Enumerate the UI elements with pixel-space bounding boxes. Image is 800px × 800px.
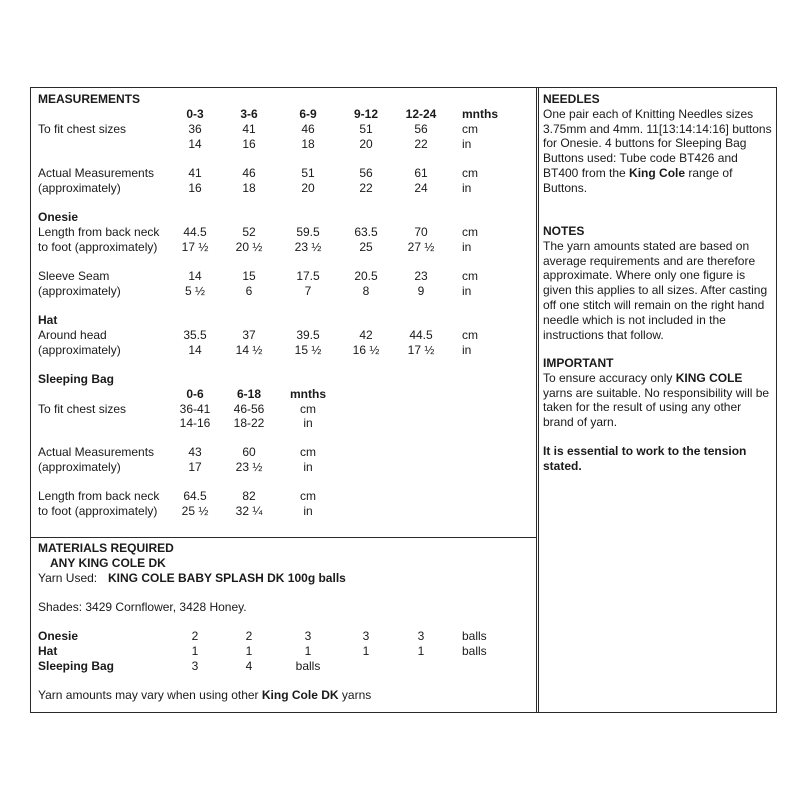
materials-row-label: Onesie xyxy=(38,629,79,643)
important-heading: IMPORTANT xyxy=(543,356,614,370)
materials-row-value: 1 xyxy=(362,644,370,658)
measurement-row-value: 14 xyxy=(188,137,202,151)
materials-row-value: 1 xyxy=(417,644,425,658)
materials-row-unit: balls xyxy=(462,644,487,658)
materials-row-value: 2 xyxy=(191,629,199,643)
measurement-row-label: (approximately) xyxy=(38,181,121,195)
sleeping-bag-row-value: 25 ½ xyxy=(181,504,209,518)
hat-row-unit: cm xyxy=(462,328,478,342)
important-text: To ensure accuracy only KING COLE yarns are suitable. No responsibility will be taken for the result of using any other brand of yarn. xyxy=(543,370,770,430)
onesie-row-value: 7 xyxy=(304,284,312,298)
hat-row-value: 14 xyxy=(188,343,202,357)
hat-row-label: (approximately) xyxy=(38,343,121,357)
size-header: 12-24 xyxy=(405,107,437,121)
hat-row-label: Around head xyxy=(38,328,107,342)
measurement-row-unit: in xyxy=(462,181,472,195)
measurement-row-value: 18 xyxy=(242,181,256,195)
onesie-row-value: 44.5 xyxy=(183,225,207,239)
sleeping-bag-row-value: 82 xyxy=(242,489,256,503)
sleeping-bag-row-unit: cm xyxy=(300,489,316,503)
onesie-row-label: to foot (approximately) xyxy=(38,240,158,254)
materials-row-value: 3 xyxy=(417,629,425,643)
hat-row-value: 35.5 xyxy=(183,328,207,342)
materials-heading: MATERIALS REQUIRED xyxy=(38,541,174,555)
onesie-row-label: Length from back neck xyxy=(38,225,160,239)
measurement-row-value: 46 xyxy=(301,122,315,136)
sleeping-bag-row-label: Actual Measurements xyxy=(38,445,155,459)
hat-heading: Hat xyxy=(38,313,58,327)
hat-row-value: 16 ½ xyxy=(352,343,380,357)
sleeping-bag-row-value: 17 xyxy=(188,460,202,474)
hat-row-value: 37 xyxy=(242,328,256,342)
notes-section xyxy=(543,224,773,342)
important-section xyxy=(543,356,773,474)
sleeping-bag-row-value: 32 ¼ xyxy=(235,504,263,518)
onesie-row-value: 59.5 xyxy=(296,225,320,239)
size-header: 3-6 xyxy=(240,107,258,121)
measurement-row-unit: cm xyxy=(462,166,478,180)
buttons-text: Buttons used: Tube code BT426 and BT400 from the King Cole range of Buttons. xyxy=(543,151,738,195)
measurement-row-value: 36 xyxy=(188,122,202,136)
materials-row-value: 1 xyxy=(245,644,253,658)
section-divider xyxy=(30,537,537,538)
onesie-row-value: 14 xyxy=(188,269,202,283)
sb-size-header: 6-18 xyxy=(236,387,262,401)
sleeping-bag-row-unit: cm xyxy=(300,445,316,459)
measurement-row-value: 16 xyxy=(188,181,202,195)
onesie-row-value: 6 xyxy=(245,284,253,298)
materials-row-value: 3 xyxy=(191,659,199,673)
onesie-row-unit: in xyxy=(462,284,472,298)
onesie-row-unit: cm xyxy=(462,269,478,283)
measurements-heading: MEASUREMENTS xyxy=(38,92,141,106)
shades-text: Shades: 3429 Cornflower, 3428 Honey. xyxy=(38,600,247,614)
measurement-row-value: 16 xyxy=(242,137,256,151)
measurement-row-unit: cm xyxy=(462,122,478,136)
tension-note: It is essential to work to the tension stated. xyxy=(543,443,747,473)
materials-row-value: 1 xyxy=(304,644,312,658)
needles-heading: NEEDLES xyxy=(543,92,600,106)
yarn-used-value: KING COLE BABY SPLASH DK 100g balls xyxy=(108,571,346,585)
measurement-row-value: 56 xyxy=(414,122,428,136)
measurement-row-value: 22 xyxy=(414,137,428,151)
sleeping-bag-row-value: 23 ½ xyxy=(235,460,263,474)
onesie-row-value: 23 xyxy=(414,269,428,283)
onesie-row-label: Sleeve Seam xyxy=(38,269,110,283)
sleeping-bag-row-value: 36-41 xyxy=(179,402,211,416)
materials-row-value: 4 xyxy=(245,659,253,673)
yarn-note: Yarn amounts may vary when using other King Cole DK yarns xyxy=(38,688,372,702)
sb-units-header: mnths xyxy=(290,387,326,401)
onesie-row-value: 20 ½ xyxy=(235,240,263,254)
sleeping-bag-row-unit: cm xyxy=(300,402,316,416)
materials-row-label: Sleeping Bag xyxy=(38,659,115,673)
column-divider-inner xyxy=(538,87,539,713)
size-header: 9-12 xyxy=(353,107,379,121)
onesie-row-value: 52 xyxy=(242,225,256,239)
notes-text: The yarn amounts stated are based on average requirements and are therefore approximate. Where only one figure is given this applies to all sizes. After casting off one stitch will remain on the right hand needle which is not included in the instructions that follow. xyxy=(543,238,768,342)
materials-row-unit: balls xyxy=(462,629,487,643)
onesie-row-unit: cm xyxy=(462,225,478,239)
measurement-row-label: Actual Measurements xyxy=(38,166,155,180)
measurement-row-value: 20 xyxy=(359,137,373,151)
onesie-row-value: 23 ½ xyxy=(294,240,322,254)
measurement-row-value: 22 xyxy=(359,181,373,195)
hat-row-value: 15 ½ xyxy=(294,343,322,357)
materials-row-label: Hat xyxy=(38,644,58,658)
measurement-row-label: To fit chest sizes xyxy=(38,122,127,136)
hat-row-value: 42 xyxy=(359,328,373,342)
materials-row-value: 2 xyxy=(245,629,253,643)
onesie-heading: Onesie xyxy=(38,210,79,224)
sleeping-bag-row-value: 64.5 xyxy=(183,489,207,503)
sleeping-bag-row-value: 43 xyxy=(188,445,202,459)
hat-row-value: 44.5 xyxy=(409,328,433,342)
onesie-row-value: 70 xyxy=(414,225,428,239)
sleeping-bag-row-label: (approximately) xyxy=(38,460,121,474)
onesie-row-value: 8 xyxy=(362,284,370,298)
column-divider xyxy=(536,87,537,713)
onesie-row-value: 27 ½ xyxy=(407,240,435,254)
measurement-row-value: 46 xyxy=(242,166,256,180)
measurement-row-value: 61 xyxy=(414,166,428,180)
sleeping-bag-row-value: 14-16 xyxy=(179,416,211,430)
materials-subheading: ANY KING COLE DK xyxy=(50,556,166,570)
hat-row-value: 17 ½ xyxy=(407,343,435,357)
size-header: 6-9 xyxy=(299,107,317,121)
notes-heading: NOTES xyxy=(543,224,585,238)
onesie-row-value: 5 ½ xyxy=(184,284,206,298)
hat-row-value: 39.5 xyxy=(296,328,320,342)
hat-row-value: 14 ½ xyxy=(235,343,263,357)
sleeping-bag-row-value: 60 xyxy=(242,445,256,459)
size-header: 0-3 xyxy=(186,107,204,121)
sleeping-bag-row-label: To fit chest sizes xyxy=(38,402,127,416)
onesie-row-value: 20.5 xyxy=(354,269,378,283)
onesie-row-value: 63.5 xyxy=(354,225,378,239)
onesie-row-unit: in xyxy=(462,240,472,254)
onesie-row-value: 17 ½ xyxy=(181,240,209,254)
sleeping-bag-row-unit: in xyxy=(303,504,313,518)
measurement-row-value: 51 xyxy=(301,166,315,180)
sb-size-header: 0-6 xyxy=(186,387,204,401)
sleeping-bag-row-value: 46-56 xyxy=(233,402,265,416)
materials-row-unit: balls xyxy=(295,659,321,673)
sleeping-bag-row-unit: in xyxy=(303,460,313,474)
measurement-row-value: 18 xyxy=(301,137,315,151)
materials-row-value: 1 xyxy=(191,644,199,658)
measurement-row-value: 56 xyxy=(359,166,373,180)
onesie-row-value: 15 xyxy=(242,269,256,283)
onesie-row-value: 17.5 xyxy=(296,269,320,283)
sleeping-bag-row-value: 18-22 xyxy=(233,416,265,430)
onesie-row-label: (approximately) xyxy=(38,284,121,298)
measurement-row-value: 51 xyxy=(359,122,373,136)
measurement-row-value: 41 xyxy=(242,122,256,136)
measurement-row-unit: in xyxy=(462,137,472,151)
hat-row-unit: in xyxy=(462,343,472,357)
yarn-used-label: Yarn Used: xyxy=(38,571,98,585)
measurement-row-value: 24 xyxy=(414,181,428,195)
needles-text: One pair each of Knitting Needles sizes 3.75mm and 4mm. 11[13:14:14:16] buttons for Onesie. 4 buttons for Sleeping Bag xyxy=(543,106,772,151)
sleeping-bag-row-label: to foot (approximately) xyxy=(38,504,158,518)
sleeping-bag-row-label: Length from back neck xyxy=(38,489,160,503)
materials-row-value: 3 xyxy=(362,629,370,643)
needles-section xyxy=(543,92,773,196)
measurement-row-value: 41 xyxy=(188,166,202,180)
measurement-row-value: 20 xyxy=(301,181,315,195)
units-header: mnths xyxy=(462,107,498,121)
materials-row-value: 3 xyxy=(304,629,312,643)
sleeping-bag-row-unit: in xyxy=(303,416,313,430)
onesie-row-value: 25 xyxy=(359,240,373,254)
sleeping-bag-heading: Sleeping Bag xyxy=(38,372,115,386)
onesie-row-value: 9 xyxy=(417,284,425,298)
